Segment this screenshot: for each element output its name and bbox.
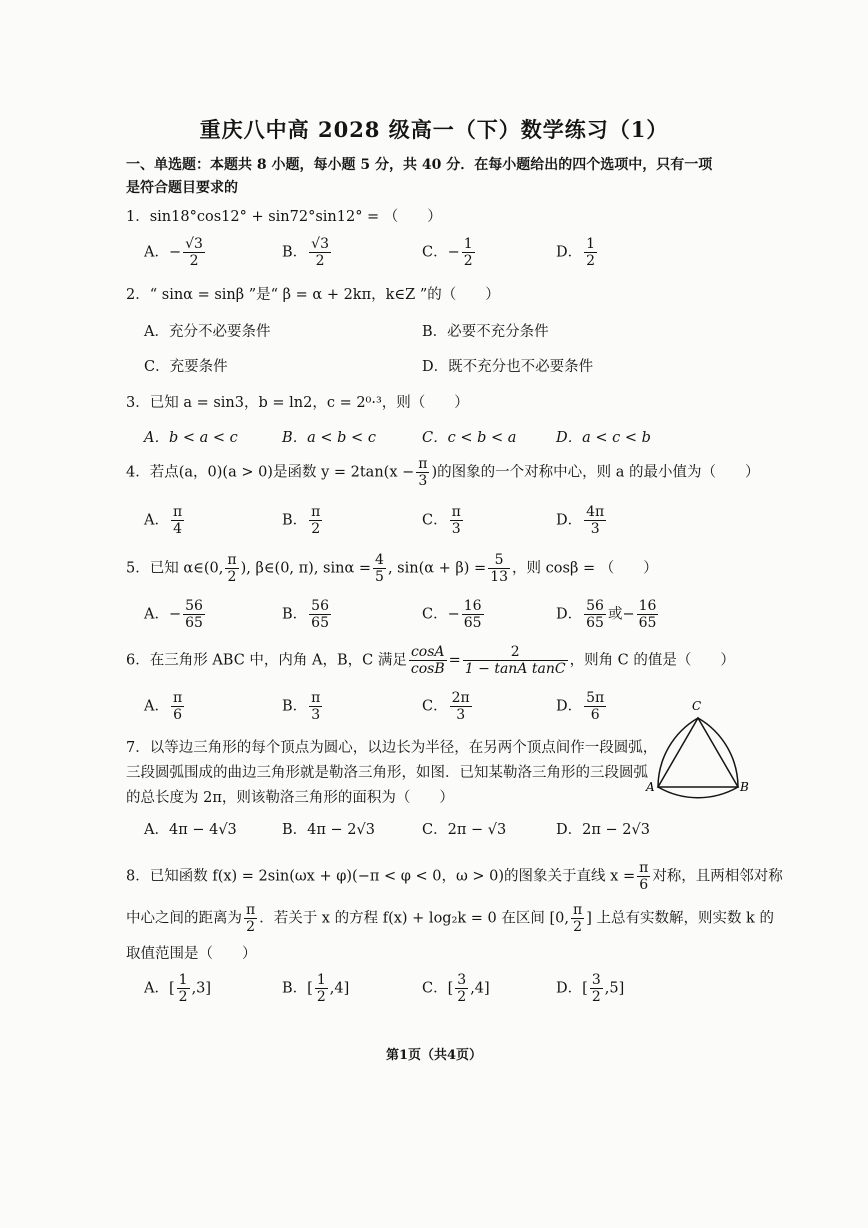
question-7-line-2: 三段圆弧围成的曲边三角形就是勒洛三角形，如图．已知某勒洛三角形的三段圆弧: [126, 765, 648, 781]
question-5: 5．已知 α∈(0, $\frac{\pi}{2}$ ), β∈(0, π), sinα = $\frac{4}{5}$ , sin(α + β) = $\frac{5}{13}$ ，则 cosβ = （ ）: [126, 552, 658, 586]
fraction: $\frac{3}{2}$: [591, 972, 601, 1006]
q5-option-b[interactable]: B． $\frac{56}{65}$: [282, 598, 329, 632]
vertex-label-a: A: [646, 780, 655, 794]
q7-option-c[interactable]: C．2π − √3: [422, 822, 507, 838]
q8-option-d[interactable]: D．[ $\frac{3}{2}$ ,5]: [556, 972, 625, 1006]
question-8-line-2: 中心之间的距离为 $\frac{\pi}{2}$ ．若关于 x 的方程 f(x) + log₂k = 0 在区间 [0, $\frac{\pi}{2}$ ] 上总有实数解，则实数 k 的: [126, 902, 774, 936]
q5-option-c[interactable]: C．− $\frac{16}{65}$: [422, 598, 482, 632]
fraction: $\frac{56}{65}$: [311, 598, 329, 632]
arc-ab: [658, 787, 738, 798]
q1-option-a[interactable]: A．− $\frac{√3}{2}$: [144, 236, 203, 270]
reuleaux-triangle-figure: [640, 692, 756, 804]
q6-option-c[interactable]: C． $\frac{2\pi}{3}$: [422, 690, 470, 724]
fraction: $\frac{√3}{2}$: [311, 236, 329, 270]
fraction: $\frac{\pi}{6}$: [172, 690, 183, 724]
fraction: $\frac{3}{2}$: [457, 972, 467, 1006]
fraction: $\frac{16}{65}$: [463, 598, 482, 632]
fraction: $\frac{\pi}{2}$: [227, 552, 237, 586]
fraction: $\frac{56}{65}$: [185, 598, 203, 632]
question-7: 7．以等边三角形的每个顶点为圆心，以边长为半径，在另两个顶点间作一段圆弧，: [126, 740, 658, 756]
fraction: $\frac{2}{\text{1 − tanA tanC}}$: [464, 644, 566, 678]
q5-option-d[interactable]: D． $\frac{56}{65}$ 或− $\frac{16}{65}$: [556, 598, 657, 632]
fraction: $\frac{2\pi}{3}$: [451, 690, 470, 724]
fraction: $\frac{1}{2}$: [316, 972, 326, 1006]
fraction: $\frac{4}{5}$: [375, 552, 384, 586]
q6-option-d[interactable]: D． $\frac{5\pi}{6}$: [556, 690, 605, 724]
question-8: 8．已知函数 f(x) = 2sin(ωx + φ)(−π < φ < 0，ω > 0)的图象关于直线 x = $\frac{\pi}{6}$ 对称，且两相邻对称: [126, 860, 783, 894]
q4-option-b[interactable]: B． $\frac{\pi}{2}$: [282, 504, 321, 538]
q1-option-c[interactable]: C．− $\frac{1}{2}$: [422, 236, 473, 270]
fraction: $\frac{5\pi}{6}$: [586, 690, 605, 724]
fraction: $\frac{5}{13}$: [490, 552, 509, 586]
q3-option-d[interactable]: D．a < c < b: [556, 430, 651, 446]
fraction: $\frac{√3}{2}$: [185, 236, 203, 270]
fraction: $\frac{1}{2}$: [586, 236, 596, 270]
q2-option-c[interactable]: C．充要条件: [144, 359, 228, 375]
q6-option-a[interactable]: A． $\frac{\pi}{6}$: [144, 690, 183, 724]
question-6: 6．在三角形 ABC 中，内角 A，B，C 满足 $\frac{\cos A}{\cos B}$ = $\frac{2}{\text{1 − tanA tanC}}$ ，则角 C 的值是（ ）: [126, 644, 735, 678]
question-4: 4．若点(a，0)(a > 0)是函数 y = 2tan(x − $\frac{\pi}{3}$ )的图象的一个对称中心，则 a 的最小值为（ ）: [126, 456, 760, 490]
q5-option-a[interactable]: A．− $\frac{56}{65}$: [144, 598, 203, 632]
equilateral-triangle: [658, 718, 738, 787]
q4-option-a[interactable]: A． $\frac{\pi}{4}$: [144, 504, 183, 538]
question-2: 2．“ sinα = sinβ ”是“ β = α + 2kπ，k∈Z ”的（ ）: [126, 287, 500, 303]
q8-option-c[interactable]: C．[ $\frac{3}{2}$ ,4]: [422, 972, 490, 1006]
q3-option-b[interactable]: B．a < b < c: [282, 430, 376, 446]
question-7-line-3: 的总长度为 2π，则该勒洛三角形的面积为（ ）: [126, 790, 454, 806]
q6-option-b[interactable]: B． $\frac{\pi}{3}$: [282, 690, 321, 724]
fraction: $\frac{\pi}{2}$: [311, 504, 321, 538]
fraction: $\frac{1}{2}$: [178, 972, 188, 1006]
section-heading-cont: 是符合题目要求的: [126, 180, 238, 196]
fraction: $\frac{1}{2}$: [463, 236, 473, 270]
q3-option-c[interactable]: C．c < b < a: [422, 430, 517, 446]
q4-option-d[interactable]: D． $\frac{4\pi}{3}$: [556, 504, 605, 538]
fraction: $\frac{\pi}{3}$: [451, 504, 461, 538]
q7-option-a[interactable]: A．4π − 4√3: [144, 822, 237, 838]
page-title: 重庆八中高 2028 级高一（下）数学练习（1）: [199, 117, 669, 142]
fraction: $\frac{\pi}{2}$: [246, 902, 256, 936]
fraction: $\frac{16}{65}$: [638, 598, 657, 632]
fraction: $\frac{\pi}{6}$: [639, 860, 649, 894]
q2-option-b[interactable]: B．必要不充分条件: [422, 324, 549, 340]
question-1: 1．sin18°cos12° + sin72°sin12° = （ ）: [126, 209, 442, 225]
q3-option-a[interactable]: A．b < a < c: [144, 430, 238, 446]
q7-option-b[interactable]: B．4π − 2√3: [282, 822, 375, 838]
page-footer: 第1页（共4页）: [385, 1048, 483, 1063]
question-8-line-3: 取值范围是（ ）: [126, 946, 257, 962]
section-heading: 一、单选题：本题共 8 小题，每小题 5 分，共 40 分．在每小题给出的四个选项中，只有一项: [126, 157, 713, 173]
fraction: $\frac{\pi}{4}$: [172, 504, 183, 538]
fraction: $\frac{\pi}{2}$: [572, 902, 583, 936]
q4-option-c[interactable]: C． $\frac{\pi}{3}$: [422, 504, 461, 538]
fraction: $\frac{\cos A}{\cos B}$: [410, 644, 445, 678]
q2-option-a[interactable]: A．充分不必要条件: [144, 324, 271, 340]
fraction: $\frac{56}{65}$: [586, 598, 604, 632]
q2-option-d[interactable]: D．既不充分也不必要条件: [422, 359, 594, 375]
fraction: $\frac{\pi}{3}$: [311, 690, 321, 724]
fraction: $\frac{\pi}{3}$: [418, 456, 428, 490]
q8-option-b[interactable]: B．[ $\frac{1}{2}$ ,4]: [282, 972, 350, 1006]
q1-option-d[interactable]: D． $\frac{1}{2}$: [556, 236, 596, 270]
vertex-label-b: B: [740, 780, 749, 794]
q1-option-b[interactable]: B． $\frac{√3}{2}$: [282, 236, 329, 270]
q7-option-d[interactable]: D．2π − 2√3: [556, 822, 650, 838]
vertex-label-c: C: [692, 699, 702, 713]
q8-option-a[interactable]: A．[ $\frac{1}{2}$ ,3]: [144, 972, 212, 1006]
question-3: 3．已知 a = sin3，b = ln2，c = 2⁰·³，则（ ）: [126, 395, 469, 411]
fraction: $\frac{4\pi}{3}$: [586, 504, 605, 538]
